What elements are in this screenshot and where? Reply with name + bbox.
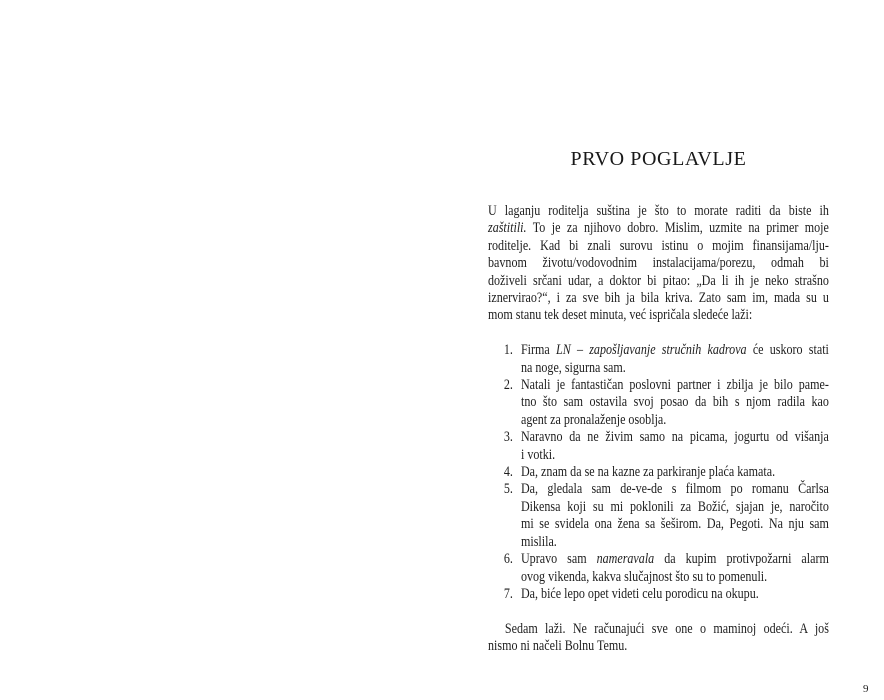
list-item-1-line: [521, 360, 829, 377]
body-text: ovog vikenda, kakva slučajnost što su to pomenuli.: [520, 568, 768, 585]
body-text: Dikensa koji su mi poklonili za Božić, sjajan je, naročito: [520, 498, 829, 515]
body-text: U laganju roditelja suština je što to morate raditi da biste ih: [488, 203, 829, 219]
list-item-2-line: [521, 377, 829, 394]
intro-line: [488, 255, 829, 272]
intro-line: [488, 307, 829, 324]
body-text: agent za pronalaženje osoblja.: [520, 411, 667, 428]
body-text: Naravno da ne živim samo na picama, jogurtu od višanja: [520, 429, 829, 446]
body-text: doživeli srčani udar, a doktor bi pitao: „Da li ih je neko strašno: [488, 272, 829, 289]
list-item-7-line: [521, 586, 829, 603]
list-item-4-line: [521, 464, 829, 481]
body-text: Da, gledala sam de-ve-de s filmom po romanu Čarlsa: [520, 481, 829, 498]
italic-text: nameravala: [596, 551, 655, 568]
list-item-5-line: [521, 516, 829, 533]
body-text: Upravo sam: [520, 551, 597, 568]
body-text: Natali je fantastičan poslovni partner i zbilja je bilo pame-: [520, 377, 829, 394]
list-item-6-line: [521, 569, 829, 586]
list-item-number: 1.: [503, 342, 513, 359]
intro-line: [488, 290, 829, 307]
text-column: [488, 203, 829, 656]
list-item-text: [521, 481, 829, 551]
list-item-3-line: [521, 447, 829, 464]
list-item-5: [488, 481, 829, 551]
intro-line: [488, 238, 829, 255]
body-text: mislila.: [520, 533, 557, 550]
body-text: Da, znam da se na kazne za parkiranje plaća kamata.: [520, 464, 776, 481]
list-item-2-line: [521, 412, 829, 429]
list-item-number: 2.: [503, 377, 513, 394]
list-item-6-line: [521, 551, 829, 568]
body-text: tno što sam ostavila svoj posao da bih s njom radila kao: [520, 394, 829, 411]
body-text: Da, biće lepo opet videti celu porodicu na okupu.: [520, 585, 759, 602]
body-text: će uskoro stati: [746, 342, 829, 359]
intro-line: [488, 203, 829, 220]
list-item-5-line: [521, 534, 829, 551]
outro-line: [488, 621, 829, 638]
lies-list: [488, 342, 829, 603]
italic-text: zaštitili.: [488, 220, 527, 237]
body-text: da kupim protivpožarni alarm: [654, 551, 829, 568]
list-item-7: [488, 586, 829, 603]
body-text: Firma: [520, 342, 557, 359]
body-text: roditelje. Kad bi znali surovu istinu o mojim finansijama/lju-: [488, 237, 829, 254]
body-text: mom stanu tek deset minuta, već ispričala sledeće laži:: [488, 307, 753, 324]
list-item-text: [521, 464, 829, 481]
body-text: na noge, sigurna sam.: [520, 359, 626, 376]
italic-text: LN – zapošljavanje stručnih kadrova: [556, 342, 747, 359]
body-text: To je za njihovo dobro. Mislim, uzmite na primer moje: [526, 220, 829, 237]
list-item-text: [521, 551, 829, 586]
body-text: mi se svidela ona žena sa šeširom. Da, Pegoti. Na nju sam: [520, 516, 829, 533]
intro-line: [488, 220, 829, 237]
list-item-number: 3.: [503, 429, 513, 446]
list-item-text: [521, 377, 829, 429]
list-item-text: [521, 342, 829, 377]
intro-paragraph: [488, 203, 829, 325]
list-item-text: [521, 429, 829, 464]
list-item-5-line: [521, 499, 829, 516]
chapter-title: PRVO POGLAVLJE: [570, 148, 747, 170]
intro-line: [488, 273, 829, 290]
body-text: nismo ni načeli Bolnu Temu.: [488, 638, 628, 655]
list-item-number: 4.: [503, 464, 513, 481]
page-number: 9: [863, 683, 869, 695]
list-item-6: [488, 551, 829, 586]
list-item-2: [488, 377, 829, 429]
list-item-4: [488, 464, 829, 481]
list-item-number: 6.: [503, 551, 513, 568]
outro-paragraph: [488, 621, 829, 656]
body-text: Sedam laži. Ne računajući sve one o maminoj odeći. A još: [504, 620, 829, 637]
outro-line: [488, 638, 829, 655]
list-item-text: [521, 586, 829, 603]
body-text: i votki.: [520, 446, 556, 463]
list-item-1: [488, 342, 829, 377]
list-item-3-line: [521, 429, 829, 446]
list-item-number: 7.: [503, 585, 513, 602]
list-item-1-line: [521, 342, 829, 359]
list-item-number: 5.: [503, 481, 513, 498]
list-item-5-line: [521, 481, 829, 498]
body-text: iznervirao?“, i za sve bih ja bila kriva. Zato sam im, mada su u: [488, 290, 829, 307]
list-item-3: [488, 429, 829, 464]
body-text: bavnom životu/vodovodnim instalacijama/porezu, odmah bi: [488, 255, 829, 272]
list-item-2-line: [521, 394, 829, 411]
